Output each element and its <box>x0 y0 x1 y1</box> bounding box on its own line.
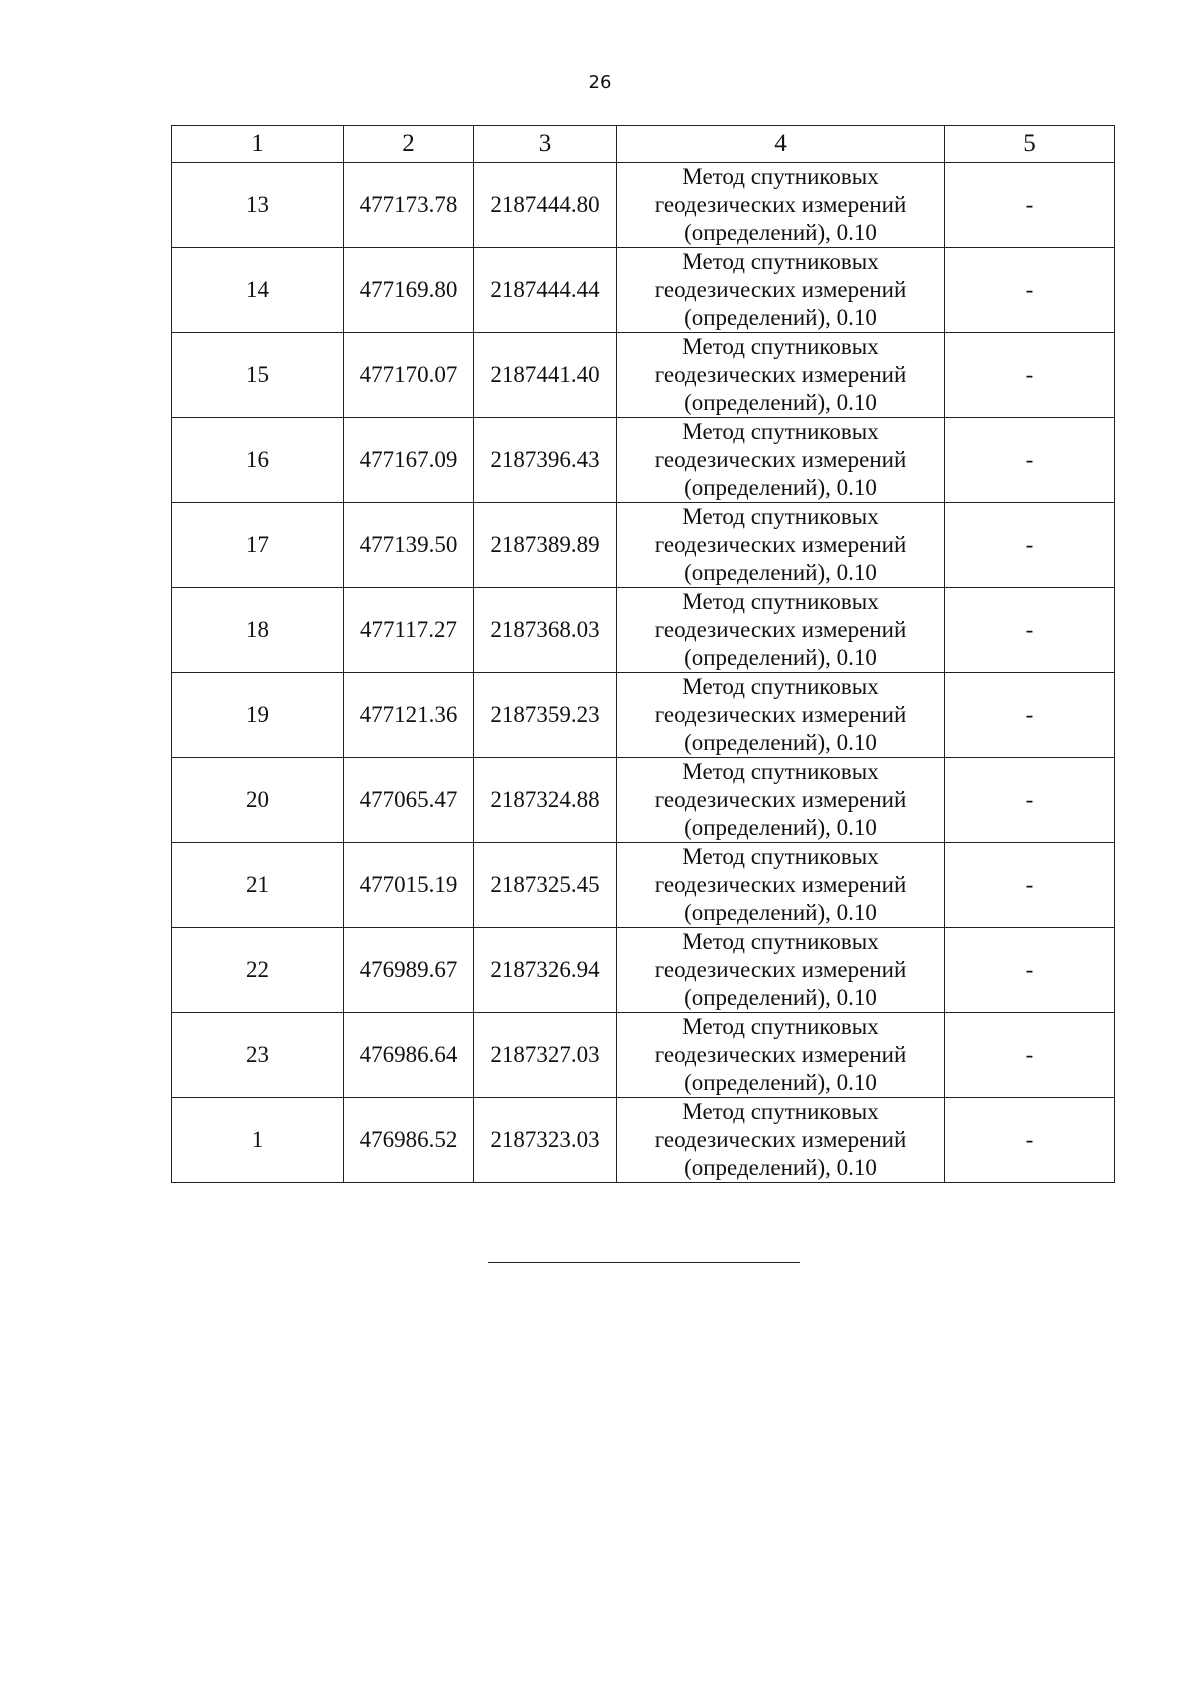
note-cell: - <box>945 333 1115 418</box>
y-coordinate-cell: 2187326.94 <box>474 928 617 1013</box>
method-line-2: геодезических измерений <box>654 532 907 557</box>
method-line-1: Метод спутниковых <box>682 929 879 954</box>
point-number-cell: 1 <box>172 1098 344 1183</box>
table-row <box>172 1098 1115 1183</box>
table-row <box>172 673 1115 758</box>
method-line-1: Метод спутниковых <box>682 759 879 784</box>
x-coordinate-cell: 477121.36 <box>344 673 474 758</box>
method-cell <box>617 163 945 248</box>
table-row <box>172 163 1115 248</box>
method-line-1: Метод спутниковых <box>682 504 879 529</box>
page-number: 26 <box>588 72 612 93</box>
method-cell <box>617 418 945 503</box>
point-number-cell: 19 <box>172 673 344 758</box>
x-coordinate-cell: 477167.09 <box>344 418 474 503</box>
note-cell: - <box>945 758 1115 843</box>
method-line-2: геодезических измерений <box>654 787 907 812</box>
point-number-cell: 21 <box>172 843 344 928</box>
method-line-1: Метод спутниковых <box>682 334 879 359</box>
point-number-cell: 15 <box>172 333 344 418</box>
method-line-1: Метод спутниковых <box>682 1014 879 1039</box>
method-line-3: (определений), 0.10 <box>684 1070 877 1095</box>
table-row <box>172 333 1115 418</box>
note-cell: - <box>945 503 1115 588</box>
footer-divider <box>488 1262 800 1263</box>
method-line-1: Метод спутниковых <box>682 164 879 189</box>
x-coordinate-cell: 477169.80 <box>344 248 474 333</box>
point-number-cell: 17 <box>172 503 344 588</box>
note-cell: - <box>945 1013 1115 1098</box>
method-line-2: геодезических измерений <box>654 192 907 217</box>
x-coordinate-cell: 477173.78 <box>344 163 474 248</box>
table-row <box>172 1013 1115 1098</box>
method-line-2: геодезических измерений <box>654 872 907 897</box>
method-line-2: геодезических измерений <box>654 277 907 302</box>
x-coordinate-cell: 477065.47 <box>344 758 474 843</box>
x-coordinate-cell: 476986.52 <box>344 1098 474 1183</box>
note-cell: - <box>945 928 1115 1013</box>
coordinates-table <box>171 125 1115 1183</box>
point-number-cell: 22 <box>172 928 344 1013</box>
method-line-2: геодезических измерений <box>654 1042 907 1067</box>
table-row <box>172 843 1115 928</box>
method-line-2: геодезических измерений <box>654 957 907 982</box>
column-header-1: 1 <box>172 126 344 163</box>
method-line-1: Метод спутниковых <box>682 589 879 614</box>
y-coordinate-cell: 2187444.80 <box>474 163 617 248</box>
y-coordinate-cell: 2187441.40 <box>474 333 617 418</box>
point-number-cell: 18 <box>172 588 344 673</box>
y-coordinate-cell: 2187368.03 <box>474 588 617 673</box>
method-line-2: геодезических измерений <box>654 617 907 642</box>
column-header-5: 5 <box>945 126 1115 163</box>
y-coordinate-cell: 2187323.03 <box>474 1098 617 1183</box>
y-coordinate-cell: 2187324.88 <box>474 758 617 843</box>
method-line-1: Метод спутниковых <box>682 844 879 869</box>
method-line-2: геодезических измерений <box>654 1127 907 1152</box>
y-coordinate-cell: 2187327.03 <box>474 1013 617 1098</box>
table-row <box>172 503 1115 588</box>
y-coordinate-cell: 2187396.43 <box>474 418 617 503</box>
method-cell <box>617 1098 945 1183</box>
method-cell <box>617 1013 945 1098</box>
method-line-3: (определений), 0.10 <box>684 645 877 670</box>
method-line-3: (определений), 0.10 <box>684 730 877 755</box>
method-line-2: геодезических измерений <box>654 447 907 472</box>
note-cell: - <box>945 673 1115 758</box>
point-number-cell: 13 <box>172 163 344 248</box>
column-header-4: 4 <box>617 126 945 163</box>
method-line-3: (определений), 0.10 <box>684 305 877 330</box>
method-cell <box>617 928 945 1013</box>
method-line-2: геодезических измерений <box>654 362 907 387</box>
table-row <box>172 418 1115 503</box>
column-header-2: 2 <box>344 126 474 163</box>
point-number-cell: 14 <box>172 248 344 333</box>
note-cell: - <box>945 843 1115 928</box>
note-cell: - <box>945 1098 1115 1183</box>
method-line-1: Метод спутниковых <box>682 1099 879 1124</box>
table-body <box>172 163 1115 1183</box>
method-line-3: (определений), 0.10 <box>684 1155 877 1180</box>
x-coordinate-cell: 476989.67 <box>344 928 474 1013</box>
method-cell <box>617 588 945 673</box>
method-line-3: (определений), 0.10 <box>684 220 877 245</box>
method-cell <box>617 673 945 758</box>
note-cell: - <box>945 418 1115 503</box>
point-number-cell: 16 <box>172 418 344 503</box>
method-line-3: (определений), 0.10 <box>684 985 877 1010</box>
y-coordinate-cell: 2187389.89 <box>474 503 617 588</box>
method-cell <box>617 758 945 843</box>
method-line-2: геодезических измерений <box>654 702 907 727</box>
method-line-1: Метод спутниковых <box>682 674 879 699</box>
method-cell <box>617 333 945 418</box>
x-coordinate-cell: 476986.64 <box>344 1013 474 1098</box>
x-coordinate-cell: 477117.27 <box>344 588 474 673</box>
note-cell: - <box>945 248 1115 333</box>
method-cell <box>617 248 945 333</box>
note-cell: - <box>945 588 1115 673</box>
method-line-3: (определений), 0.10 <box>684 475 877 500</box>
method-line-3: (определений), 0.10 <box>684 560 877 585</box>
column-header-3: 3 <box>474 126 617 163</box>
note-cell: - <box>945 163 1115 248</box>
method-line-3: (определений), 0.10 <box>684 900 877 925</box>
point-number-cell: 20 <box>172 758 344 843</box>
table-row <box>172 758 1115 843</box>
method-line-1: Метод спутниковых <box>682 419 879 444</box>
table-row <box>172 248 1115 333</box>
method-cell <box>617 843 945 928</box>
x-coordinate-cell: 477139.50 <box>344 503 474 588</box>
table-header-row <box>172 126 1115 163</box>
x-coordinate-cell: 477015.19 <box>344 843 474 928</box>
method-line-3: (определений), 0.10 <box>684 815 877 840</box>
table-row <box>172 928 1115 1013</box>
method-line-1: Метод спутниковых <box>682 249 879 274</box>
y-coordinate-cell: 2187359.23 <box>474 673 617 758</box>
y-coordinate-cell: 2187444.44 <box>474 248 617 333</box>
x-coordinate-cell: 477170.07 <box>344 333 474 418</box>
table-row <box>172 588 1115 673</box>
y-coordinate-cell: 2187325.45 <box>474 843 617 928</box>
method-line-3: (определений), 0.10 <box>684 390 877 415</box>
point-number-cell: 23 <box>172 1013 344 1098</box>
method-cell <box>617 503 945 588</box>
